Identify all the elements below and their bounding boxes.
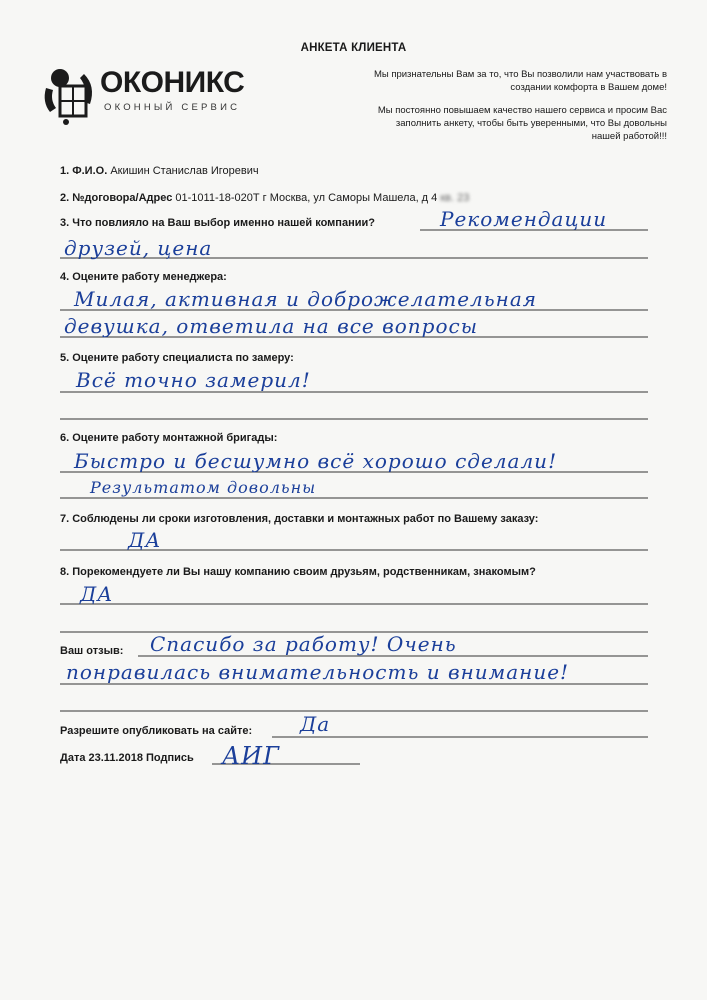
- logo-name: ОКОНИКС: [100, 66, 245, 99]
- intro-paragraph-1: Мы признательны Вам за то, что Вы позволили нам участвовать в создании комфорта в Вашем доме!: [373, 69, 667, 93]
- publish-answer: Да: [300, 712, 331, 736]
- intro-paragraph-2: Мы постоянно повышаем качество нашего сервиса и просим Вас заполнить анкету, чтобы быть уверенными, что Вы довольны нашей работой!!!: [377, 105, 667, 142]
- q2-redacted-apartment: кв. 23: [440, 192, 470, 204]
- q4-answer-line1: Милая, активная и доброжелательная: [74, 287, 538, 311]
- review-answer-line2: понравилась внимательность и внимание!: [66, 660, 570, 684]
- form-title: АНКЕТА КЛИЕНТА: [300, 42, 407, 54]
- date-signature-label: Дата 23.11.2018 Подпись: [60, 752, 194, 764]
- q8-label: 8. Порекомендуете ли Вы нашу компанию своим друзьям, родственникам, знакомым?: [60, 566, 536, 578]
- q2-value: 01-1011-18-020Т г Москва, ул Саморы Машела, д 4: [175, 192, 438, 204]
- q8-answer: ДА: [80, 582, 114, 606]
- intro-text: [367, 68, 667, 153]
- window-logo-icon: [40, 60, 98, 126]
- q6-answer-line1: Быстро и бесшумно всё хорошо сделали!: [74, 449, 558, 473]
- signature: АИГ: [222, 742, 280, 770]
- q1-label: 1. Ф.И.О.: [60, 165, 108, 177]
- q6-label: 6. Оцените работу монтажной бригады:: [60, 432, 278, 444]
- q2-label: 2. №договора/Адрес: [60, 192, 173, 204]
- q1-row: [60, 165, 259, 177]
- q3-label: 3. Что повлияло на Ваш выбор именно нашей компании?: [60, 217, 375, 229]
- publish-label: Разрешите опубликовать на сайте:: [60, 725, 253, 737]
- q7-label: 7. Соблюдены ли сроки изготовления, доставки и монтажных работ по Вашему заказу:: [60, 513, 539, 525]
- q3-answer-line1: Рекомендации: [440, 207, 608, 231]
- company-logo: [40, 60, 280, 130]
- review-label: Ваш отзыв:: [60, 645, 124, 657]
- logo-subtitle: ОКОННЫЙ СЕРВИС: [104, 102, 241, 113]
- review-answer-line1: Спасибо за работу! Очень: [150, 632, 457, 656]
- q2-row: [60, 192, 469, 204]
- q7-answer: ДА: [128, 528, 162, 552]
- q6-answer-line2: Результатом довольны: [90, 478, 317, 497]
- q5-label: 5. Оцените работу специалиста по замеру:: [60, 352, 294, 364]
- q1-value: Акишин Станислав Игоревич: [110, 165, 259, 177]
- q4-answer-line2: девушка, ответила на все вопросы: [64, 314, 479, 338]
- q5-answer-line1: Всё точно замерил!: [76, 368, 311, 392]
- q3-answer-line2: друзей, цена: [64, 236, 213, 260]
- q4-label: 4. Оцените работу менеджера:: [60, 271, 227, 283]
